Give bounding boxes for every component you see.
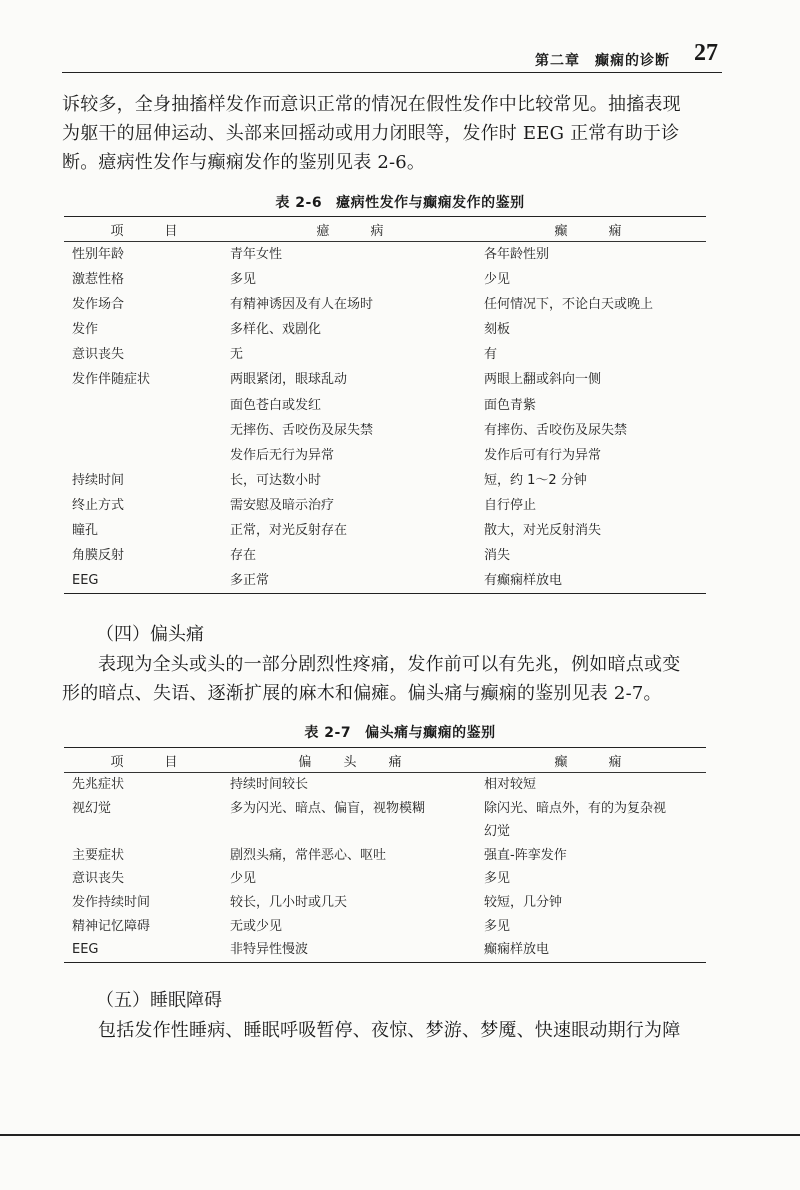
text-line: 为躯干的屈伸运动、头部来回摇动或用力闭眼等，发作时 EEG 正常有助于诊 (62, 123, 680, 144)
cell-first-condition (230, 844, 484, 868)
cell-text: 幻觉 (484, 824, 511, 840)
cell-text: 青年女性 (230, 247, 283, 262)
cell-text: 多样化、戏剧化 (230, 322, 322, 338)
row-item-label: 持续时间 (72, 472, 125, 488)
cell-first-condition (230, 242, 484, 267)
text-line: 断。癔病性发作与癫痫发作的鉴别见表 2-6。 (62, 152, 426, 173)
cell-text: 除闪光、暗点外，有的为复杂视 (484, 800, 667, 816)
cell-text: 多见 (230, 272, 257, 288)
table-caption (0, 722, 800, 742)
cell-first-condition (230, 938, 484, 962)
cell-first-condition (230, 915, 484, 939)
row-item-label: 发作场合 (72, 297, 125, 313)
cell-text: 需安慰及暗示治疗 (230, 497, 335, 513)
cell-epilepsy (484, 938, 706, 962)
row-item-label: 发作伴随症状 (72, 372, 151, 388)
cell-epilepsy (484, 891, 706, 915)
cell-epilepsy (484, 844, 706, 868)
cell-text: 癫痫样放电 (484, 942, 550, 958)
cell-text: 多为闪光、暗点、偏盲，视物模糊 (230, 800, 426, 816)
cell-text: 无摔伤、舌咬伤及尿失禁 (230, 422, 374, 438)
row-item-label: 视幻觉 (72, 800, 112, 816)
cell-text: 短，约 1～2 分钟 (484, 472, 587, 488)
cell-text: 有 (484, 347, 498, 363)
column-header: 癔 病 (316, 223, 398, 239)
column-header: 癫 痫 (554, 754, 636, 770)
cell-first-condition (230, 891, 484, 915)
column-header: 癫 痫 (554, 223, 636, 239)
cell-epilepsy (484, 518, 706, 543)
cell-text: 发作后可有行为异常 (484, 447, 602, 463)
section-heading: （四）偏头痛 (96, 624, 204, 645)
table-row (64, 317, 706, 342)
cell-text: 持续时间较长 (230, 777, 309, 792)
cell-text: 存在 (230, 548, 257, 564)
section-heading: （五）睡眠障碍 (96, 990, 222, 1011)
table-row (64, 242, 706, 267)
cell-text: 无 (230, 347, 244, 363)
table-header-row (64, 217, 706, 242)
table-body (64, 773, 706, 962)
cell-epilepsy (484, 267, 706, 292)
cell-text: 较长，几小时或几天 (230, 894, 348, 910)
cell-text: 面色苍白或发红 (230, 397, 322, 413)
cell-epilepsy (484, 543, 706, 568)
cell-first-condition (230, 568, 484, 593)
row-item-label: EEG (72, 573, 99, 589)
cell-first-condition (230, 518, 484, 543)
row-item-label: 性别年龄 (72, 247, 125, 262)
chapter-title: 第二章 癫痫的诊断 (535, 53, 670, 69)
row-item-label: 精神记忆障碍 (72, 918, 151, 934)
cell-text: 两眼上翻或斜向一侧 (484, 372, 602, 388)
intro-paragraph (62, 90, 722, 177)
text-line: 形的暗点、失语、逐渐扩展的麻木和偏瘫。偏头痛与癫痫的鉴别见表 2-7。 (62, 683, 662, 704)
cell-epilepsy (484, 367, 706, 467)
cell-text: 长，可达数小时 (230, 472, 322, 488)
comparison-table-hysteria (64, 216, 706, 594)
table-body (64, 242, 706, 593)
table-row (64, 468, 706, 493)
cell-first-condition (230, 493, 484, 518)
cell-text: 发作后无行为异常 (230, 447, 335, 463)
cell-first-condition (230, 342, 484, 367)
table-row (64, 568, 706, 593)
table-row (64, 518, 706, 543)
page-number: 27 (694, 40, 718, 66)
row-item-label: 发作持续时间 (72, 894, 151, 910)
table-header-row (64, 748, 706, 773)
page-bottom-rule (0, 1134, 800, 1136)
table-title: 癔病性发作与癫痫发作的鉴别 (336, 195, 525, 211)
sleep-paragraph (62, 1016, 758, 1045)
cell-text: 有摔伤、舌咬伤及尿失禁 (484, 422, 628, 438)
column-header: 偏 头 痛 (298, 754, 416, 770)
cell-epilepsy (484, 317, 706, 342)
column-header: 项 目 (110, 223, 192, 239)
cell-text: 有精神诱因及有人在场时 (230, 297, 374, 313)
cell-text: 自行停止 (484, 497, 537, 513)
cell-first-condition (230, 292, 484, 317)
cell-text: 散大，对光反射消失 (484, 523, 602, 539)
table-row (64, 844, 706, 868)
cell-epilepsy (484, 468, 706, 493)
cell-text: 多见 (484, 871, 511, 887)
table-row (64, 267, 706, 292)
cell-text: 两眼紧闭，眼球乱动 (230, 372, 348, 388)
row-item-label: 意识丧失 (72, 871, 125, 887)
table-number: 表 2-6 (275, 195, 323, 211)
cell-epilepsy (484, 292, 706, 317)
cell-epilepsy (484, 493, 706, 518)
table-row (64, 367, 706, 467)
cell-epilepsy (484, 568, 706, 593)
cell-first-condition (230, 317, 484, 342)
row-item-label: 主要症状 (72, 847, 125, 863)
table-row (64, 543, 706, 568)
cell-text: 剧烈头痛，常伴恶心、呕吐 (230, 847, 387, 863)
cell-first-condition (230, 773, 484, 797)
text-line: 诉较多，全身抽搐样发作而意识正常的情况在假性发作中比较常见。抽搐表现 (62, 94, 681, 115)
cell-epilepsy (484, 867, 706, 891)
row-item-label: 角膜反射 (72, 548, 125, 564)
column-header: 项 目 (110, 754, 192, 770)
cell-text: 正常，对光反射存在 (230, 523, 348, 539)
table-row (64, 867, 706, 891)
cell-text: 面色青紫 (484, 397, 537, 413)
cell-text: 各年龄性别 (484, 247, 550, 262)
cell-text: 无或少见 (230, 918, 283, 934)
cell-text: 多见 (484, 918, 511, 934)
table-number: 表 2-7 (304, 725, 352, 741)
row-item-label: 先兆症状 (72, 777, 125, 792)
table-row (64, 342, 706, 367)
cell-epilepsy (484, 342, 706, 367)
table-row (64, 797, 706, 844)
cell-text: 强直-阵挛发作 (484, 847, 567, 863)
row-item-label: EEG (72, 942, 99, 958)
cell-text: 多正常 (230, 573, 270, 589)
cell-first-condition (230, 367, 484, 467)
table-row (64, 938, 706, 962)
cell-text: 少见 (230, 871, 257, 887)
cell-epilepsy (484, 242, 706, 267)
text-line: 包括发作性睡病、睡眠呼吸暂停、夜惊、梦游、梦魇、快速眼动期行为障 (98, 1020, 681, 1041)
cell-text: 消失 (484, 548, 511, 564)
cell-text: 非特异性慢波 (230, 942, 309, 958)
cell-text: 刻板 (484, 322, 511, 338)
cell-epilepsy (484, 797, 706, 844)
cell-text: 任何情况下，不论白天或晚上 (484, 297, 654, 313)
cell-first-condition (230, 543, 484, 568)
text-line: 表现为全头或头的一部分剧烈性疼痛，发作前可以有先兆，例如暗点或变 (98, 654, 681, 675)
cell-epilepsy (484, 915, 706, 939)
cell-text: 少见 (484, 272, 511, 288)
page-header (62, 36, 722, 73)
row-item-label: 意识丧失 (72, 347, 125, 363)
table-caption (0, 192, 800, 212)
table-row (64, 773, 706, 797)
cell-text: 有癫痫样放电 (484, 573, 563, 589)
row-item-label: 激惹性格 (72, 272, 125, 288)
table-row (64, 493, 706, 518)
comparison-table-migraine (64, 747, 706, 963)
row-item-label: 终止方式 (72, 497, 125, 513)
cell-first-condition (230, 867, 484, 891)
table-row (64, 915, 706, 939)
cell-first-condition (230, 267, 484, 292)
row-item-label: 发作 (72, 322, 99, 338)
cell-first-condition (230, 797, 484, 844)
cell-first-condition (230, 468, 484, 493)
cell-text: 相对较短 (484, 777, 537, 792)
cell-text: 较短，几分钟 (484, 894, 563, 910)
cell-epilepsy (484, 773, 706, 797)
table-row (64, 891, 706, 915)
migraine-paragraph (62, 650, 758, 708)
table-row (64, 292, 706, 317)
row-item-label: 瞳孔 (72, 523, 99, 539)
table-title: 偏头痛与癫痫的鉴别 (365, 725, 496, 741)
